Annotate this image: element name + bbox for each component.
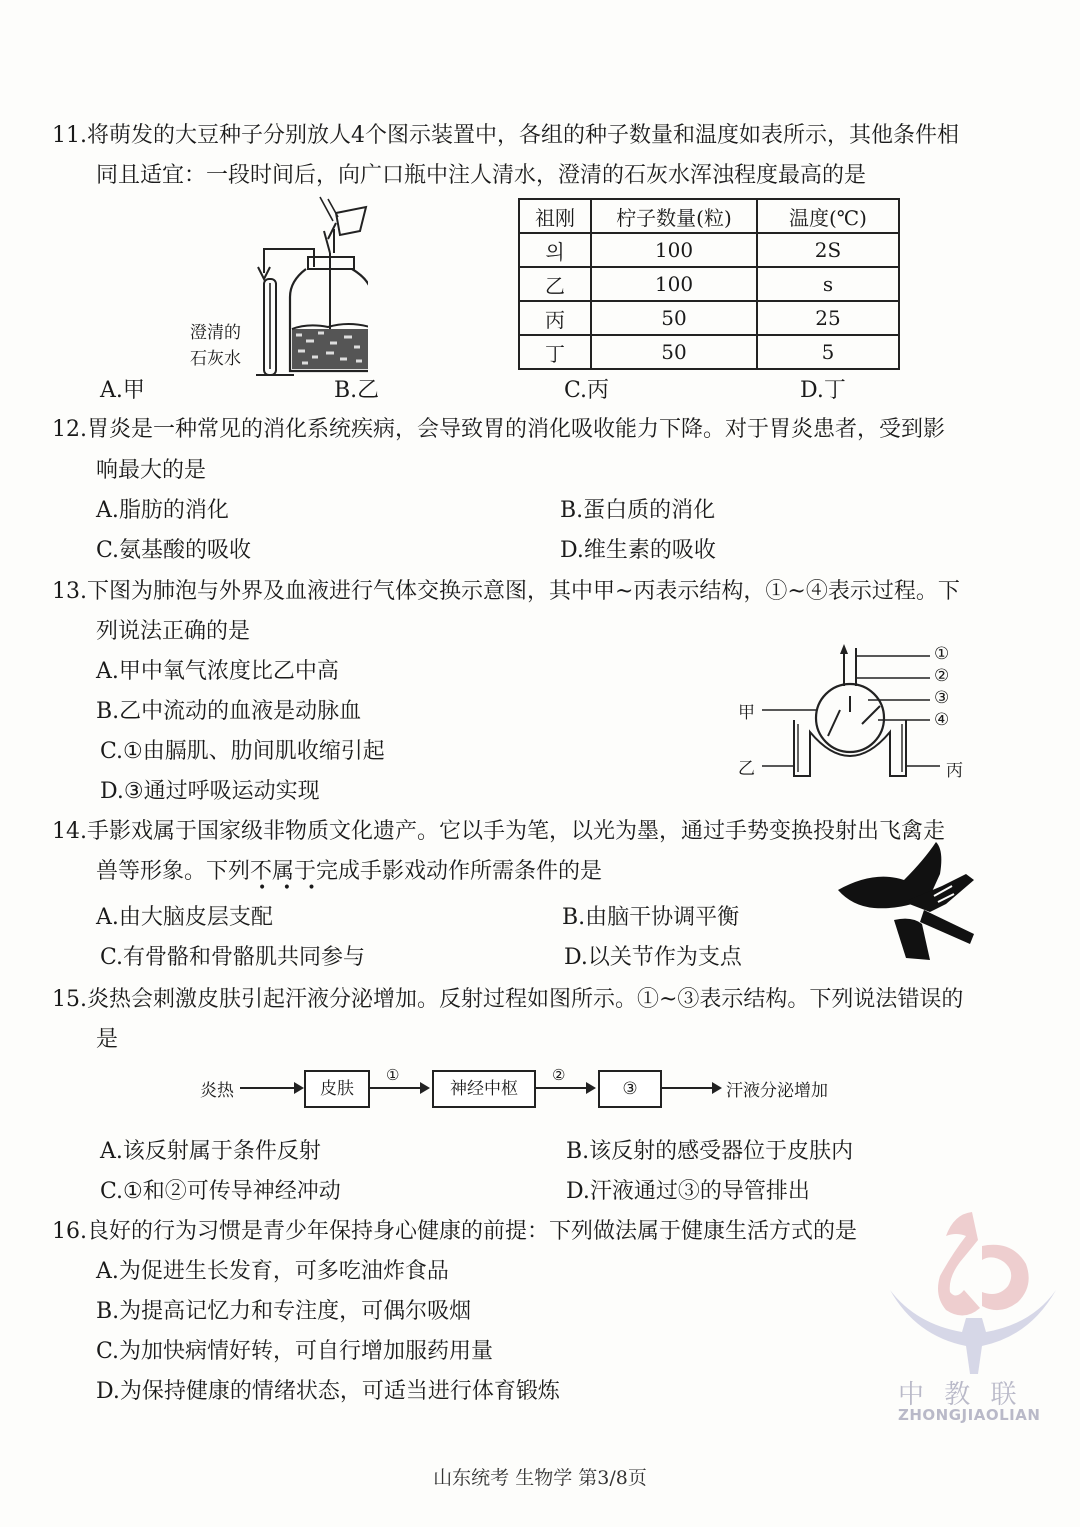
q13-label-3: ③ <box>934 688 950 708</box>
q14-option-c[interactable]: C.有骨骼和骨骼肌共同参与 <box>100 945 366 970</box>
q15-option-b[interactable]: B.该反射的感受器位于皮肤内 <box>566 1139 854 1164</box>
q15-option-d[interactable]: D.汗液通过③的导管排出 <box>566 1179 810 1204</box>
q13-stem-line2: 列说法正确的是 <box>96 619 251 644</box>
q13-label-2: ② <box>934 666 950 686</box>
table-cell: 50 <box>591 335 757 369</box>
table-cell: 50 <box>591 301 757 335</box>
table-cell: 25 <box>757 301 899 335</box>
q11-stem-line2: 同且适宜：一段时间后，向广口瓶中注人清水，澄清的石灰水浑浊程度最高的是 <box>96 163 867 188</box>
q11-figure-label-line2: 石灰水 <box>190 349 241 369</box>
table-header-cell: 祖刚 <box>519 199 591 233</box>
q11-option-d[interactable]: D.丁 <box>800 378 846 403</box>
q11-seed-table <box>518 198 900 370</box>
q13-label-bing: 丙 <box>946 761 963 781</box>
watermark-en-text: ZHONGJIAOLIAN <box>898 1406 1041 1424</box>
q14-stem-line1: 14.手影戏属于国家级非物质文化遗产。它以手为笔，以光为墨，通过手势变换投射出飞禽走 <box>52 819 945 844</box>
table-cell: 丙 <box>519 301 591 335</box>
q16-stem: 16.良好的行为习惯是青少年保持身心健康的前提：下列做法属于健康生活方式的是 <box>52 1219 857 1244</box>
table-header-cell: 柠子数量(粒) <box>591 199 757 233</box>
table-cell: 2S <box>757 233 899 267</box>
table-cell: 乙 <box>519 267 591 301</box>
q13-option-a[interactable]: A.甲中氧气浓度比乙中高 <box>96 659 339 684</box>
q12-option-b[interactable]: B.蛋白质的消化 <box>560 498 716 523</box>
q14-option-d[interactable]: D.以关节作为支点 <box>564 945 742 970</box>
table-cell: s <box>757 267 899 301</box>
table-row <box>519 267 899 301</box>
q13-alveolus-diagram <box>758 640 958 790</box>
q13-option-b[interactable]: B.乙中流动的血液是动脉血 <box>96 699 362 724</box>
q14-stem-line2: 兽等形象。下列不属于完成手影戏动作所需条件的是 <box>96 859 603 884</box>
q15-option-a[interactable]: A.该反射属于条件反射 <box>100 1139 321 1164</box>
q15-option-c[interactable]: C.①和②可传导神经冲动 <box>100 1179 341 1204</box>
table-row <box>519 301 899 335</box>
watermark-logo-icon <box>886 1206 1058 1376</box>
q16-option-d[interactable]: D.为保持健康的情绪状态，可适当进行体育锻炼 <box>96 1379 560 1404</box>
q12-option-c[interactable]: C.氨基酸的吸收 <box>96 538 252 563</box>
q12-option-d[interactable]: D.维生素的吸收 <box>560 538 716 563</box>
q15-flow-label-1: ① <box>386 1066 400 1084</box>
table-cell: 의 <box>519 233 591 267</box>
table-row <box>519 233 899 267</box>
q15-stem-line1: 15.炎热会刺激皮肤引起汗液分泌增加。反射过程如图所示。①~③表示结构。下列说法错误的 <box>52 987 964 1012</box>
q14-option-b[interactable]: B.由脑干协调平衡 <box>562 905 740 930</box>
q13-label-1: ① <box>934 644 950 664</box>
table-cell: 100 <box>591 233 757 267</box>
q14-hand-shadow-image <box>834 840 980 964</box>
table-row <box>519 335 899 369</box>
q15-flow-arrow-end <box>660 1078 726 1098</box>
q13-option-d[interactable]: D.③通过呼吸运动实现 <box>100 779 320 804</box>
q15-flow-label-2: ② <box>552 1066 566 1084</box>
table-header-cell: 温度(℃) <box>757 199 899 233</box>
q11-figure-label-line1: 澄清的 <box>190 323 241 343</box>
q11-option-b[interactable]: B.乙 <box>334 378 380 403</box>
q16-option-b[interactable]: B.为提高记忆力和专注度，可偶尔吸烟 <box>96 1299 472 1324</box>
q15-flow-end: 汗液分泌增加 <box>726 1081 828 1101</box>
q15-stem-line2: 是 <box>96 1027 119 1052</box>
table-header-row <box>519 199 899 233</box>
q13-label-yi: 乙 <box>738 759 755 779</box>
q15-flow-box-3: ③ <box>598 1070 662 1108</box>
q12-stem-line2: 响最大的是 <box>96 458 207 483</box>
q15-flow-box-center: 神经中枢 <box>432 1070 536 1108</box>
q16-option-c[interactable]: C.为加快病情好转，可自行增加服药用量 <box>96 1339 494 1364</box>
q13-label-jia: 甲 <box>738 703 755 723</box>
page-footer: 山东统考 生物学 第3/8页 <box>433 1467 647 1489</box>
table-cell: 5 <box>757 335 899 369</box>
q16-option-a[interactable]: A.为促进生长发育，可多吃油炸食品 <box>96 1259 449 1284</box>
q11-option-a[interactable]: A.甲 <box>100 378 145 403</box>
watermark-cn-text: 中 教 联 <box>898 1380 1023 1410</box>
q15-flow-arrow-start <box>238 1078 308 1098</box>
table-cell: 100 <box>591 267 757 301</box>
q14-emphasis-dots: • • • <box>258 880 322 896</box>
q15-flow-box-skin: 皮肤 <box>304 1070 370 1108</box>
q15-flow-start: 炎热 <box>200 1081 234 1101</box>
q13-option-c[interactable]: C.①由膈肌、肋间肌收缩引起 <box>100 739 385 764</box>
q13-label-4: ④ <box>934 710 950 730</box>
q15-flow-arrow-2 <box>534 1078 600 1098</box>
q12-option-a[interactable]: A.脂肪的消化 <box>96 498 229 523</box>
table-cell: 丁 <box>519 335 591 369</box>
q14-option-a[interactable]: A.由大脑皮层支配 <box>96 905 273 930</box>
q11-option-c[interactable]: C.丙 <box>564 378 610 403</box>
q15-flow-arrow-1 <box>368 1078 434 1098</box>
q13-stem-line1: 13.下图为肺泡与外界及血液进行气体交换示意图，其中甲~丙表示结构，①~④表示过程。下 <box>52 579 960 604</box>
q12-stem-line1: 12.胃炎是一种常见的消化系统疾病，会导致胃的消化吸收能力下降。对于胃炎患者，受到影 <box>52 417 945 442</box>
q11-stem-line1: 11.将萌发的大豆种子分别放人4个图示装置中，各组的种子数量和温度如表所示，其他条件相 <box>52 123 959 148</box>
